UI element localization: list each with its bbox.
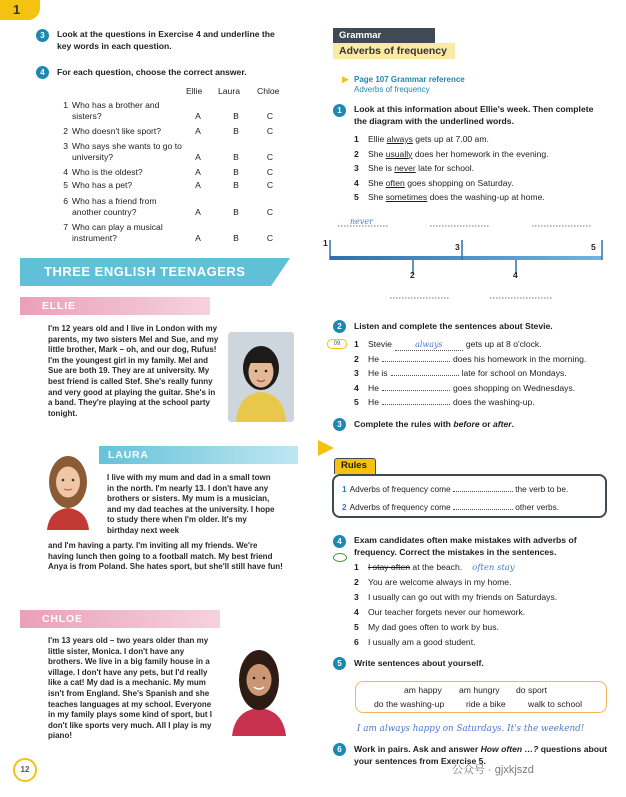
question-text: Who can play a musical instrument? xyxy=(72,222,163,243)
item-number: 2 xyxy=(354,148,359,159)
question-number: 5 xyxy=(63,180,68,190)
exercise-r4-instruction: Exam candidates often make mistakes with adverbs of frequency. Correct the mistakes in the sentences. xyxy=(354,535,577,557)
item-blank[interactable] xyxy=(382,404,450,405)
question-row xyxy=(58,141,288,163)
exercise-3-number: 3 xyxy=(36,29,49,42)
grammar-topic: Adverbs of frequency xyxy=(333,43,455,59)
audio-track-badge[interactable]: 09 xyxy=(327,339,347,349)
item-correction: often stay xyxy=(472,563,515,573)
diagram-example: never xyxy=(350,217,373,226)
item-adverb: usually xyxy=(385,148,413,159)
marker-2: 2 xyxy=(410,270,415,280)
chloe-name-bar xyxy=(20,610,220,628)
question-number: 6 xyxy=(63,196,68,206)
answer-option-a[interactable]: A xyxy=(195,233,201,243)
exercise-4-number: 4 xyxy=(36,66,49,79)
column-laura: Laura xyxy=(218,86,240,96)
exercise-r2-item xyxy=(354,368,567,379)
exercise-r2-item xyxy=(354,383,575,394)
question-number: 7 xyxy=(63,222,68,232)
rule-2-blank[interactable] xyxy=(453,509,513,510)
item-number: 1 xyxy=(354,134,359,144)
answer-option-a[interactable]: A xyxy=(195,167,201,177)
exercise-r5-number: 5 xyxy=(333,657,346,670)
exercise-r5-instruction: Write sentences about yourself. xyxy=(354,658,484,668)
exercise-r1-item xyxy=(354,134,489,145)
question-number: 3 xyxy=(63,141,68,151)
item-adverb: never xyxy=(394,163,416,173)
question-number: 2 xyxy=(63,126,68,136)
banner-title: THREE ENGLISH TEENAGERS xyxy=(44,264,246,279)
answer-option-b[interactable]: B xyxy=(233,207,239,217)
item-adverb: sometimes xyxy=(385,192,428,202)
item-text-post: does the washing-up. xyxy=(453,397,535,407)
item-subject: Stevie xyxy=(368,339,392,349)
column-chloe: Chloe xyxy=(257,86,280,96)
exercise-3-instruction: Look at the questions in Exercise 4 and underline the key words in each question. xyxy=(57,29,275,51)
chloe-text: I'm 13 years old – two years older than my little sister, Monica. I don't have any brothers. We live in a big family house in a village. I don't have any pets, but I'd really like a cat! My dad is a mechanic. My mum isn't from England. She's Spanish and she teaches languages at my school. Everyone in my family plays some kind of sport, but I don't like sports very much. All I play is my piano! xyxy=(48,636,213,741)
reference-arrow-icon: ▶ xyxy=(342,74,349,84)
exercise-r2-item xyxy=(354,354,586,365)
exercise-4-instruction: For each question, choose the correct answer. xyxy=(57,67,247,77)
item-number: 6 xyxy=(354,637,359,647)
rule-2: 2 Adverbs of frequency come other verbs. xyxy=(342,502,560,512)
exercise-r3-number: 3 xyxy=(333,418,346,431)
word-4: do the washing-up xyxy=(374,699,445,709)
rules-box xyxy=(332,474,607,518)
item-adverb: always xyxy=(386,134,413,144)
item-text-pre: She is xyxy=(368,163,395,173)
item-number: 4 xyxy=(354,607,359,617)
item-text-pre: She xyxy=(368,192,386,202)
item-text-pre: She xyxy=(368,148,386,159)
word-2: am hungry xyxy=(459,685,500,695)
item-text-post: does her homework in the evening. xyxy=(412,148,549,159)
chloe-photo xyxy=(226,640,292,736)
item-number: 5 xyxy=(354,397,359,407)
exercise-r5-example: I am always happy on Saturdays. It's the weekend! xyxy=(357,724,585,734)
answer-option-c[interactable]: C xyxy=(266,167,274,177)
answer-option-a[interactable]: A xyxy=(195,207,201,217)
item-text-post: late for school on Mondays. xyxy=(461,368,567,378)
exercise-r1-instruction: Look at this information about Ellie's week. Then complete the diagram with the underlined words. xyxy=(354,104,594,126)
item-subject: He xyxy=(368,397,379,407)
item-number: 3 xyxy=(354,368,359,378)
item-text: My dad goes often to work by bus. xyxy=(368,622,499,632)
watermark: 公众号 · gjxkjszd xyxy=(452,764,534,776)
answer-option-c[interactable]: C xyxy=(266,152,274,162)
item-text-post: late for school. xyxy=(415,163,475,173)
answer-option-c[interactable]: C xyxy=(266,207,274,217)
item-subject: He xyxy=(368,353,379,364)
word-6: walk to school xyxy=(528,699,582,709)
ellie-name: ELLIE xyxy=(42,300,76,312)
item-text-pre: Ellie xyxy=(368,134,387,144)
exercise-r2-number: 2 xyxy=(333,320,346,333)
page-number: 12 xyxy=(13,758,37,782)
grammar-reference[interactable] xyxy=(354,75,465,95)
exam-eye-icon xyxy=(333,553,347,562)
answer-option-b[interactable]: B xyxy=(233,152,239,162)
answer-option-a[interactable]: A xyxy=(195,180,201,190)
frequency-scale-bar xyxy=(330,256,602,260)
item-text-post: does his homework in the morning. xyxy=(453,353,587,364)
answer-option-b[interactable]: B xyxy=(233,111,239,121)
question-row xyxy=(58,222,288,244)
frequency-diagram xyxy=(320,212,610,302)
item-adverb: often xyxy=(385,177,405,188)
grammar-reference-sub: Adverbs of frequency xyxy=(354,85,430,94)
exercise-r6-number: 6 xyxy=(333,743,346,756)
item-text-post: gets up at 7.00 am. xyxy=(412,134,489,144)
question-text: Who has a friend from another country? xyxy=(72,196,157,217)
exercise-r4-item xyxy=(354,607,525,618)
exercise-r4-item xyxy=(354,592,557,603)
item-blank[interactable]: always xyxy=(395,339,463,351)
exercise-r1-item xyxy=(354,163,474,174)
marker-5: 5 xyxy=(591,242,596,252)
exercise-r4-item xyxy=(354,622,499,633)
item-number: 1 xyxy=(354,339,359,349)
answer-option-b[interactable]: B xyxy=(233,233,239,243)
exercise-r4-item xyxy=(354,637,476,648)
question-text: Who doesn't like sport? xyxy=(72,126,162,136)
laura-text-top: I live with my mum and dad in a small town in the north. I'm nearly 13. I don't have any brothers or sisters. My mum is a musician, and my dad teaches at the university. I hope to study there when I'm older. It's my birthday next week xyxy=(107,473,275,535)
item-struck-text: I stay often xyxy=(368,562,411,572)
exercise-r2-item xyxy=(354,339,542,351)
answer-option-a[interactable]: A xyxy=(195,152,201,162)
item-number: 2 xyxy=(354,577,359,587)
laura-name-bar xyxy=(86,446,298,464)
exercise-r2-instruction: Listen and complete the sentences about Stevie. xyxy=(354,321,553,331)
answer-option-c[interactable]: C xyxy=(266,180,274,190)
chloe-name: CHLOE xyxy=(42,613,83,625)
question-text: Who has a brother and sisters? xyxy=(72,100,160,121)
item-text: Our teacher forgets never our homework. xyxy=(368,607,526,617)
exercise-r1-item xyxy=(354,178,514,189)
exercise-r6-instruction: Work in pairs. Ask and answer How often …? questions about your sentences from Exercise 5. xyxy=(354,744,608,766)
item-text: at the beach. xyxy=(410,562,463,572)
item-text-post: does the washing-up at home. xyxy=(427,192,545,202)
exercise-r3-instruction: Complete the rules with before or after. xyxy=(354,419,514,429)
rule-1: 1 Adverbs of frequency come the verb to be. xyxy=(342,484,569,494)
answer-option-c[interactable]: C xyxy=(266,111,274,121)
rules-label: Rules xyxy=(334,458,376,474)
item-subject: He is xyxy=(368,368,388,378)
item-text-post: goes shopping on Saturday. xyxy=(404,177,514,188)
item-number: 5 xyxy=(354,192,359,202)
laura-text-bottom: and I'm having a party. I'm inviting all my friends. We're having lunch then going to a football match. My best friend Anya is from Poland. She hates sport, but she'll still have fun! xyxy=(48,541,283,572)
item-number: 3 xyxy=(354,163,359,173)
question-row xyxy=(58,100,288,122)
answer-option-b[interactable]: B xyxy=(233,126,239,136)
exercise-r4-number: 4 xyxy=(333,535,346,548)
question-row xyxy=(58,196,288,218)
question-text: Who has a pet? xyxy=(72,180,133,190)
item-text: You are welcome always in my home. xyxy=(368,577,512,587)
exercise-r4-item xyxy=(354,577,511,588)
item-text-post: goes shopping on Wednesdays. xyxy=(453,382,576,393)
laura-name: LAURA xyxy=(108,449,149,461)
question-text: Who says she wants to go to university? xyxy=(72,141,182,162)
marker-1: 1 xyxy=(323,238,328,248)
item-subject: He xyxy=(368,382,379,393)
word-5: ride a bike xyxy=(466,699,506,709)
grammar-label: Grammar xyxy=(333,28,435,43)
item-text-post: gets up at 8 o'clock. xyxy=(465,339,542,349)
exercise-r2-item xyxy=(354,397,535,408)
answer-option-b[interactable]: B xyxy=(233,180,239,190)
item-number: 4 xyxy=(354,177,359,188)
ellie-text: I'm 12 years old and I live in London with my parents, my two sisters Mel and Sue, and my little brother, Mark – oh, and our dog, Rufus! I'm the youngest girl in my family. Mel and Sue are both 19. They are at university. My best friend is called Stef. She's really funny and very good at playing the guitar. She's in a band. They're playing at the school party tonight. xyxy=(48,324,219,418)
exercise-r1-item xyxy=(354,149,549,160)
item-number: 1 xyxy=(354,562,359,572)
exercise-r1-item xyxy=(354,192,545,203)
item-blank[interactable] xyxy=(382,390,450,391)
item-number: 4 xyxy=(354,382,359,393)
column-ellie: Ellie xyxy=(186,86,203,96)
answer-option-b[interactable]: B xyxy=(233,167,239,177)
rule-1-blank[interactable] xyxy=(453,491,513,492)
laura-photo xyxy=(37,444,99,530)
grammar-reference-title: Page 107 Grammar reference xyxy=(354,75,465,84)
answer-option-c[interactable]: C xyxy=(266,233,274,243)
word-box xyxy=(355,681,607,713)
question-text: Who is the oldest? xyxy=(72,167,143,177)
item-number: 5 xyxy=(354,622,359,632)
question-number: 4 xyxy=(63,167,68,177)
item-text: I usually am a good student. xyxy=(368,637,476,647)
ellie-photo xyxy=(228,332,294,422)
ellie-name-bar xyxy=(20,297,210,315)
answer-option-c[interactable]: C xyxy=(266,126,274,136)
item-blank[interactable] xyxy=(391,375,459,376)
exercise-r4-item xyxy=(354,562,515,574)
question-number: 1 xyxy=(63,100,68,110)
unit-number: 1 xyxy=(13,2,21,17)
word-3: do sport xyxy=(516,685,548,695)
rules-arrow-icon xyxy=(318,440,334,456)
item-number: 3 xyxy=(354,592,359,602)
answer-option-a[interactable]: A xyxy=(195,111,201,121)
answer-option-a[interactable]: A xyxy=(195,126,201,136)
exercise-r1-number: 1 xyxy=(333,104,346,117)
item-text-pre: She xyxy=(368,177,386,188)
word-1: am happy xyxy=(404,685,442,695)
item-blank[interactable] xyxy=(382,361,450,362)
marker-4: 4 xyxy=(513,270,518,280)
item-number: 2 xyxy=(354,353,359,364)
marker-3: 3 xyxy=(455,242,460,252)
item-text: I usually can go out with my friends on Saturdays. xyxy=(368,592,558,602)
